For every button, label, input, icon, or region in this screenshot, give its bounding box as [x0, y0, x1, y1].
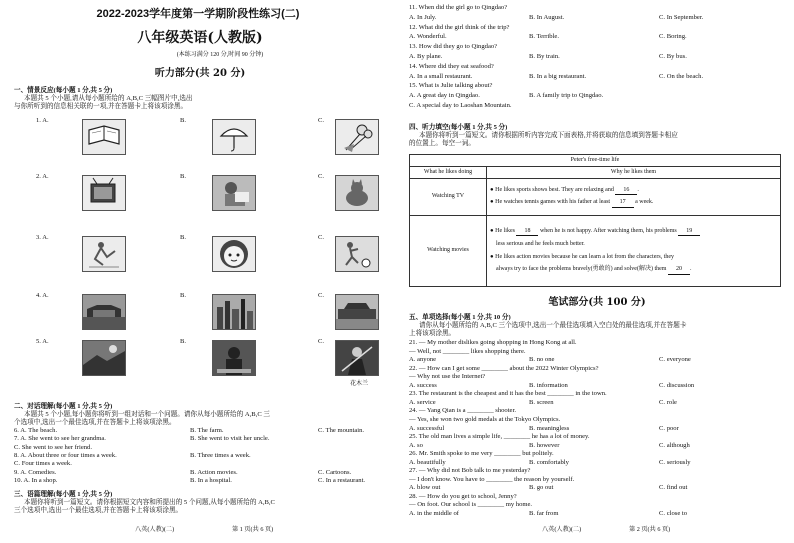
part2-line-1-0: 7. A. She went to see her grandma.	[14, 435, 106, 443]
part5-line-19-0: — On foot. Our school is ________ my home.	[409, 501, 533, 509]
flowers-icon	[335, 119, 379, 155]
wolf-warrior-icon	[212, 340, 256, 376]
part5-line-14-0: A. beautifully	[409, 458, 446, 466]
page-subtitle: 八年级英语(人教版)	[137, 30, 263, 46]
part5-line-9-0: — Yes, she won two gold medals at the Tokyo Olympics.	[409, 415, 561, 423]
footer-left-code: 八英(人教)(二)	[135, 526, 175, 533]
writing-title: 笔试部分(共 100 分)	[548, 297, 646, 308]
movie-reason-3: He likes action movies because he can learn a lot from the characters, they	[495, 253, 675, 260]
part5-line-20-0: A. in the middle of	[409, 510, 459, 517]
movie-poster-icon	[82, 340, 126, 376]
part5-line-6-0: 23. The restaurant is the cheapest and it has the best ________ in the town.	[409, 390, 607, 398]
part2-line-0-1: B. The farm.	[190, 427, 224, 434]
part5-line-2-2: C. everyone	[659, 356, 691, 364]
q11-15-line-3-1: B. Terrible.	[529, 33, 559, 41]
page-title: 2022-2023学年度第一学期阶段性练习(二)	[96, 8, 300, 20]
part2-line-5-1: B. Action movies.	[190, 468, 238, 476]
q11-15-line-1-1: B. In August.	[529, 13, 565, 21]
umbrella-icon	[212, 119, 256, 155]
q2-option-a-label: 2. A.	[36, 173, 49, 180]
q3-option-c-label: C.	[318, 234, 325, 241]
part5-line-12-1: B. however	[529, 441, 560, 449]
part5-line-7-2: C. role	[659, 398, 677, 406]
q1-option-a-label: 1. A.	[36, 117, 49, 124]
girl-reading-icon	[212, 175, 256, 211]
part5-line-2-0: A. anyone	[409, 356, 437, 364]
part3-instr2: 三个选项中,选出一个最佳选项,并在答题卡上将该项涂黑。	[14, 507, 183, 514]
fill-table	[409, 154, 781, 287]
movie-reason-1c: when he is not happy. After watching them, his problems	[539, 227, 677, 234]
part2-instr1: 本题共 5 个小题,每小题你将听到一组对话和一个问题。请你从每小题所给的 A,B,C 三	[24, 411, 270, 418]
movie-reason-2: less serious and he feels much better.	[496, 241, 585, 247]
tv-icon	[82, 175, 126, 211]
part2-line-5-2: C. Cartoons.	[318, 468, 352, 476]
footer-right-code: 八英(人教)(二)	[542, 526, 582, 533]
part1-heading: 一、情景反应(每小题 1 分,共 5 分)	[14, 87, 113, 94]
q5-option-a-label: 5. A.	[36, 338, 49, 345]
table-col1-header: What he likes doing	[410, 167, 487, 179]
q11-15-line-9-0: A. A great day in Qingdao.	[409, 92, 480, 100]
part5-line-14-2: C. seriously	[659, 458, 691, 466]
q11-15-line-9-1: B. A family trip to Qingdao.	[529, 92, 604, 100]
q11-15-line-1-0: A. In July.	[409, 13, 437, 21]
part5-line-17-1: B. go out	[529, 484, 554, 492]
part5-line-10-2: C. poor	[659, 424, 679, 432]
part5-line-14-1: B. comfortably	[529, 458, 569, 466]
part5-line-8-0: 24. — Yang Qian is a ________ shooter.	[409, 407, 516, 415]
q11-15-line-0-0: 11. When did the girl go to Qingdao?	[409, 4, 508, 11]
blank-16[interactable]: 16	[615, 187, 637, 196]
q3-option-b-label: B.	[180, 234, 187, 241]
part4-heading: 四、听力填空(每小题 1 分,共 5 分)	[409, 124, 508, 131]
table-col2-header: Why he likes them	[487, 167, 781, 179]
part5-line-13-0: 26. Mr. Smith spoke to me very ________ but politely.	[409, 450, 554, 458]
part3-heading: 三、语篇理解(每小题 1 分,共 5 分)	[14, 491, 113, 498]
blank-19[interactable]: 19	[678, 228, 700, 237]
listening-title: 听力部分(共 20 分)	[154, 68, 246, 79]
square-icon	[335, 294, 379, 330]
q11-15-line-6-0: 14. Where did they eat seafood?	[409, 62, 494, 70]
part5-line-20-2: C. close to	[659, 510, 688, 517]
q11-15-line-10-0: C. A special day to Laoshan Mountain.	[409, 102, 512, 109]
movie-reasons: ● He likes 18 when he is not happy. After watching them, his problems 19 less serious and he feels much better. ● He likes action movies because he can learn a lot from the characters, they always try to face the problems bravely(勇敢的) and solve(解决) them 20 .	[487, 216, 781, 287]
blank-18[interactable]: 18	[516, 228, 538, 237]
q11-15-line-4-0: 13. How did they go to Qingdao?	[409, 43, 498, 51]
row-watching-movies: Watching movies	[410, 216, 487, 287]
part1-instr1: 本题共 5 个小题,请从每小题所给的 A,B,C 三幅图片中,选出	[24, 95, 193, 102]
part4-instr1: 本题你将听到一篇短文。请你根据所听内容完成下面表格,并将获取的信息填到答题卡相应	[419, 132, 678, 139]
part5-instr1: 请你从每小题所给的 A,B,C 三个选项中,选出一个最佳选项填入空白处的最佳选项,并在答题卡	[419, 322, 687, 329]
part2-line-5-0: 9. A. Comedies.	[14, 468, 57, 476]
part2-instr2: 个选项中,选出一个最佳选项,并在答题卡上将该项涂黑。	[14, 419, 176, 426]
part5-line-12-2: C. although	[659, 441, 690, 449]
q4-option-c-label: C.	[318, 292, 325, 299]
exam-note: (本练习满分 120 分,时间 90 分钟)	[176, 52, 264, 58]
q1-option-b-label: B.	[180, 117, 187, 124]
footer-right-page: 第 2 页(共 6 页)	[629, 526, 671, 533]
q11-15-line-5-0: A. By plane.	[409, 53, 443, 60]
girl-face-icon	[212, 236, 256, 272]
mulan-icon	[335, 340, 379, 376]
part5-line-17-2: C. find out	[659, 484, 688, 492]
q11-15-line-2-0: 12. What did the girl think of the trip?	[409, 23, 510, 31]
part2-line-6-2: C. In a restaurant.	[318, 476, 366, 484]
part5-line-3-0: 22. — How can I get some ________ about the 2022 Winter Olympics?	[409, 364, 599, 372]
q11-15-line-8-0: 15. What is Julie talking about?	[409, 82, 493, 90]
tv-reason-2: He watches tennis games with his father at least	[495, 199, 611, 205]
part5-line-0-0: 21. — My mother dislikes going shopping in Hong Kong at all.	[409, 339, 577, 346]
q5-option-b-label: B.	[180, 338, 187, 345]
part5-line-5-0: A. success	[409, 381, 437, 389]
table-title: Peter's free-time life	[410, 155, 781, 167]
part5-line-20-1: B. far from	[529, 510, 559, 517]
q11-15-line-3-2: C. Boring.	[659, 33, 687, 41]
part5-line-18-0: 28. — How do you get to school, Jenny?	[409, 492, 517, 500]
q11-15-line-7-1: B. In a big restaurant.	[529, 72, 587, 80]
mulan-caption: 花木兰	[350, 381, 369, 387]
q11-15-line-1-2: C. In September.	[659, 13, 704, 21]
q3-option-a-label: 3. A.	[36, 234, 49, 241]
part5-line-5-2: C. discussion	[659, 381, 695, 389]
soccer-icon	[335, 236, 379, 272]
part5-instr2: 上将该项涂黑。	[409, 330, 456, 337]
cat-icon	[335, 175, 379, 211]
part5-line-7-0: A. service	[409, 398, 436, 406]
tv-reasons: ● He likes sports shows best. They are relaxing and 16 . ● He watches tennis games with his father at least 17 a week.	[487, 179, 781, 216]
part5-line-5-1: B. information	[529, 381, 568, 389]
part2-line-4-0: C. Four times a week.	[14, 460, 72, 468]
part2-line-0-0: 6. A. The beach.	[14, 427, 58, 434]
part2-line-0-2: C. The mountain.	[318, 427, 365, 434]
part2-line-3-1: B. Three times a week.	[190, 451, 251, 459]
part5-line-12-0: A. so	[409, 441, 423, 449]
city-icon	[212, 294, 256, 330]
gymnast-icon	[82, 236, 126, 272]
part5-line-17-0: A. blow out	[409, 484, 441, 492]
movie-reason-4: always try to face the problems bravely(勇敢的) and solve(解决) them	[496, 266, 667, 272]
tv-reason-1: He likes sports shows best. They are relaxing and	[495, 186, 614, 193]
palace-icon	[82, 294, 126, 330]
blank-17[interactable]: 17	[612, 199, 634, 208]
part3-instr1: 本题你将听到一篇短文。请你根据短文内容和所提出的 5 个问题,从每小题所给的 A,B,C	[24, 499, 275, 506]
part5-line-10-0: A. successful	[409, 424, 445, 432]
row-watching-tv: Watching TV	[410, 179, 487, 216]
movie-reason-1a: He likes	[495, 227, 515, 234]
part5-line-7-1: B. screen	[529, 398, 554, 406]
book-icon	[82, 119, 126, 155]
q11-15-line-5-1: B. By train.	[529, 53, 560, 60]
part5-line-15-0: 27. — Why did not Bob talk to me yesterday?	[409, 467, 531, 475]
right-page	[397, 0, 794, 543]
q11-15-line-3-0: A. Wonderful.	[409, 33, 447, 41]
part2-line-3-0: 8. A. About three or four times a week.	[14, 451, 117, 459]
tv-reason-2-end: a week.	[635, 199, 654, 205]
part5-line-4-0: — Why not use the Internet?	[409, 373, 486, 381]
q4-option-b-label: B.	[180, 292, 187, 299]
part2-line-6-1: B. In a hospital.	[190, 476, 232, 484]
blank-20[interactable]: 20	[668, 266, 690, 275]
footer-left-page: 第 1 页(共 6 页)	[232, 526, 274, 533]
part5-line-16-0: — I don't know. You have to ________ the reason by yourself.	[409, 475, 575, 483]
q5-option-c-label: C.	[318, 338, 325, 345]
part2-heading: 二、对话理解(每小题 1 分,共 5 分)	[14, 403, 113, 410]
q11-15-line-5-2: C. By bus.	[659, 53, 687, 60]
part4-instr2: 的位置上。每空一词。	[409, 140, 475, 147]
q1-option-c-label: C.	[318, 117, 325, 124]
part5-line-10-1: B. meaningless	[529, 424, 570, 432]
q2-option-b-label: B.	[180, 173, 187, 180]
part2-line-1-1: B. She went to visit her uncle.	[190, 435, 270, 443]
part2-line-2-0: C. She went to see her friend.	[14, 443, 93, 451]
part5-heading: 五、单项选择(每小题 1 分,共 10 分)	[409, 314, 511, 321]
part5-line-1-0: — Well, not ________ likes shopping there.	[409, 347, 526, 355]
part5-line-2-1: B. no one	[529, 356, 555, 364]
part5-line-11-0: 25. The old man lives a simple life, ________ he has a lot of money.	[409, 433, 590, 441]
q11-15-line-7-2: C. On the beach.	[659, 72, 704, 80]
q4-option-a-label: 4. A.	[36, 292, 49, 299]
part2-line-6-0: 10. A. In a shop.	[14, 476, 58, 484]
q2-option-c-label: C.	[318, 173, 325, 180]
q11-15-line-7-0: A. In a small restaurant.	[409, 72, 473, 80]
part1-instr2: 与你所听到的信息相关联的一项,并在答题卡上将该项涂黑。	[14, 103, 188, 110]
